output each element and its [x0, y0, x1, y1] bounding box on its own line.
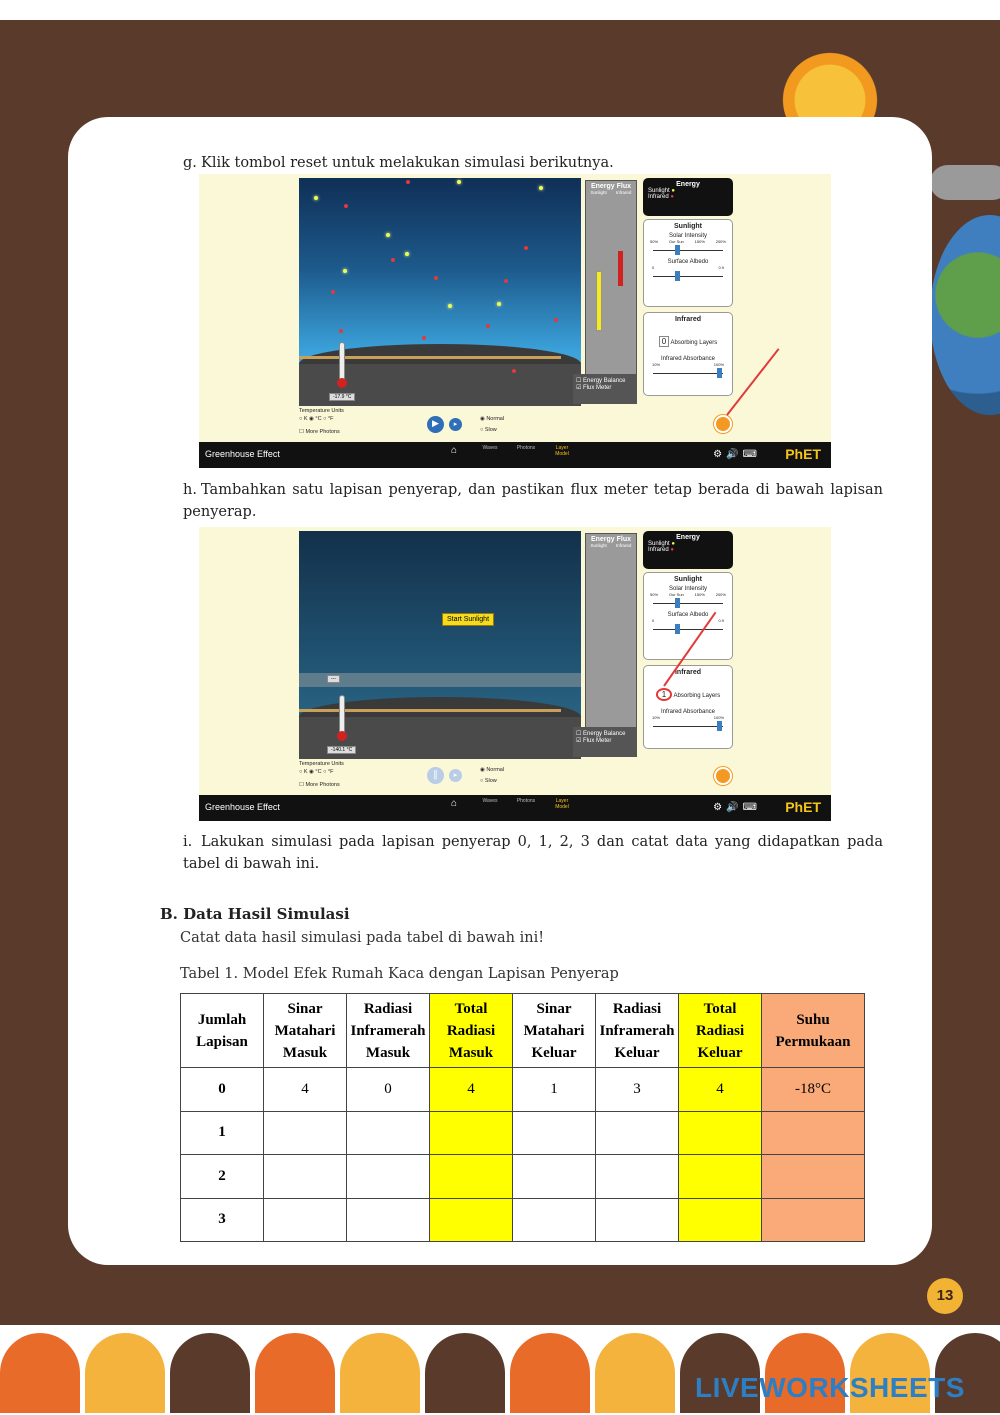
- energy-legend: Energy Sunlight ● Infrared ●: [643, 531, 733, 569]
- energy-legend-title: Energy: [676, 181, 700, 188]
- pause-button[interactable]: ‖: [427, 767, 444, 784]
- annotation-arrow: [726, 348, 779, 415]
- energy-balance-checkbox[interactable]: ☐ Energy Balance: [576, 378, 626, 384]
- surface-albedo-label: Surface Albedo: [667, 259, 709, 265]
- sunlight-panel-title: Sunlight: [674, 576, 702, 583]
- flux-sunlight-label: Sunlight: [590, 543, 607, 548]
- step-label: i.: [183, 834, 193, 850]
- sunlight-photon: [343, 269, 347, 273]
- cell-input[interactable]: 0: [347, 1068, 430, 1112]
- sunlight-control-panel: [643, 572, 733, 660]
- infrared-photon: [406, 180, 410, 184]
- header-sinar-matahari-keluar: Sinar Matahari Keluar: [513, 994, 596, 1068]
- solar-intensity-slider[interactable]: [653, 603, 723, 604]
- surface-albedo-label: Surface Albedo: [667, 612, 709, 618]
- play-button[interactable]: ▶: [427, 416, 444, 433]
- flux-infrared-label: Infrared: [615, 190, 632, 195]
- simulation-screenshot-2: [199, 527, 831, 821]
- speed-options[interactable]: ◉ Normal ○ Slow: [480, 767, 505, 784]
- cell-input[interactable]: [762, 1111, 865, 1155]
- cell-input[interactable]: [347, 1155, 430, 1199]
- section-heading: B. Data Hasil Simulasi: [160, 905, 350, 923]
- cell-input[interactable]: [430, 1155, 513, 1199]
- infrared-photon: [422, 336, 426, 340]
- more-photons-checkbox[interactable]: ☐ More Photons: [299, 429, 340, 435]
- infrared-control-panel: [643, 312, 733, 396]
- cell-input[interactable]: [264, 1198, 347, 1242]
- navigation-bar: [199, 442, 831, 468]
- reset-button[interactable]: [714, 415, 732, 433]
- absorbing-layers-label: Absorbing Layers: [670, 340, 718, 346]
- energy-flux-title: Energy Flux: [590, 536, 632, 543]
- app-title: Greenhouse Effect: [205, 449, 280, 459]
- infrared-flux-arrow: [618, 251, 623, 286]
- temperature-units-options[interactable]: ○ K ◉ °C ○ °F: [299, 416, 334, 422]
- header-total-radiasi-masuk: Total Radiasi Masuk: [430, 994, 513, 1068]
- flux-meter-checkbox[interactable]: ☑ Flux Meter: [576, 738, 612, 744]
- flux-meter-checkbox[interactable]: ☑ Flux Meter: [576, 385, 612, 391]
- step-forward-button[interactable]: ▸: [449, 418, 462, 431]
- cell-input[interactable]: 1: [513, 1068, 596, 1112]
- cell-input[interactable]: [264, 1111, 347, 1155]
- sunlight-photon: [539, 186, 543, 190]
- energy-flux-panel: [585, 533, 637, 743]
- cell-input[interactable]: [762, 1198, 865, 1242]
- infrared-absorbance-slider[interactable]: [653, 726, 723, 727]
- header-jumlah-lapisan: Jumlah Lapisan: [181, 994, 264, 1068]
- absorbing-layers-label: Absorbing Layers: [673, 693, 721, 699]
- header-sinar-matahari-masuk: Sinar Matahari Masuk: [264, 994, 347, 1068]
- tab-photons[interactable]: Photons: [516, 798, 536, 804]
- temperature-readout: -17.9 °C: [329, 393, 355, 401]
- cell-input[interactable]: [762, 1155, 865, 1199]
- cell-input[interactable]: [596, 1111, 679, 1155]
- speed-options[interactable]: ◉ Normal ○ Slow: [480, 416, 505, 433]
- phet-logo[interactable]: PhET: [785, 799, 821, 815]
- sunlight-photon: [314, 196, 318, 200]
- energy-flux-title: Energy Flux: [590, 183, 632, 190]
- cell-input[interactable]: [430, 1198, 513, 1242]
- cell-input[interactable]: [513, 1155, 596, 1199]
- legend-infrared-label: Infrared: [648, 547, 669, 553]
- cell-input[interactable]: [347, 1111, 430, 1155]
- step-i: [183, 831, 883, 875]
- solar-intensity-ticks: 50% Our Sun 150% 200%: [650, 239, 726, 244]
- cell-input[interactable]: [679, 1111, 762, 1155]
- infrared-absorbance-slider[interactable]: [653, 373, 723, 374]
- step-text: Tambahkan satu lapisan penyerap, dan pastikan flux meter tetap berada di bawah lapisan penyerap.: [183, 482, 883, 520]
- sunlight-photon: [405, 252, 409, 256]
- infrared-photon: [434, 276, 438, 280]
- cell-input[interactable]: 4: [264, 1068, 347, 1112]
- solar-intensity-slider[interactable]: [653, 250, 723, 251]
- sunlight-photon: [448, 304, 452, 308]
- tab-waves[interactable]: Waves: [482, 445, 498, 451]
- sunlight-flux-arrow: [596, 271, 602, 331]
- liveworksheets-logo[interactable]: LIVEWORKSHEETS: [695, 1372, 965, 1403]
- cell-layers: 3: [181, 1198, 264, 1242]
- absorbance-ticks: 10% 100%: [652, 362, 724, 367]
- layer-temperature-readout: ---: [327, 675, 340, 683]
- table-caption: Tabel 1. Model Efek Rumah Kaca dengan Lapisan Penyerap: [180, 966, 619, 982]
- thermometer: [339, 342, 345, 382]
- solar-intensity-ticks: 50% Our Sun 150% 200%: [650, 592, 726, 597]
- infrared-photon: [554, 318, 558, 322]
- cell-input[interactable]: [347, 1198, 430, 1242]
- cell-input[interactable]: [596, 1198, 679, 1242]
- step-label: g.: [183, 155, 197, 171]
- temperature-units-options[interactable]: ○ K ◉ °C ○ °F: [299, 769, 334, 775]
- cell-input[interactable]: [679, 1198, 762, 1242]
- surface-albedo-slider[interactable]: [653, 276, 723, 277]
- sunlight-photon: [497, 302, 501, 306]
- tab-waves[interactable]: Waves: [482, 798, 498, 804]
- settings-audio-icons[interactable]: ⚙🔊⌨: [713, 802, 761, 813]
- checkbox-group: [573, 374, 637, 404]
- albedo-ticks: 0 0.9: [652, 618, 724, 623]
- infrared-photon: [486, 324, 490, 328]
- cell-input[interactable]: [513, 1111, 596, 1155]
- infrared-panel-title: Infrared: [674, 316, 702, 323]
- flux-infrared-label: Infrared: [615, 543, 632, 548]
- legend-sunlight-label: Sunlight: [648, 188, 670, 194]
- cell-input[interactable]: [264, 1155, 347, 1199]
- solar-intensity-label: Solar Intensity: [668, 586, 708, 592]
- infrared-photon: [524, 246, 528, 250]
- infrared-photon: [512, 369, 516, 373]
- thermometer: [339, 695, 345, 735]
- energy-legend-title: Energy: [676, 534, 700, 541]
- albedo-ticks: 0 0.9: [652, 265, 724, 270]
- sunlight-panel-title: Sunlight: [674, 223, 702, 230]
- cell-input[interactable]: -18°C: [762, 1068, 865, 1112]
- cell-input[interactable]: [679, 1155, 762, 1199]
- phet-logo[interactable]: PhET: [785, 446, 821, 462]
- absorbing-layers-spinner[interactable]: 0: [659, 336, 669, 347]
- legend-infrared-label: Infrared: [648, 194, 669, 200]
- infrared-photon: [504, 279, 508, 283]
- cell-layers: 2: [181, 1155, 264, 1199]
- energy-balance-checkbox[interactable]: ☐ Energy Balance: [576, 731, 626, 737]
- cell-input[interactable]: 4: [679, 1068, 762, 1112]
- reset-button[interactable]: [714, 767, 732, 785]
- home-icon[interactable]: ⌂: [450, 445, 458, 456]
- page-number: 13: [927, 1278, 963, 1314]
- infrared-photon: [339, 329, 343, 333]
- cell-input[interactable]: 3: [596, 1068, 679, 1112]
- solar-intensity-label: Solar Intensity: [668, 233, 708, 239]
- home-icon[interactable]: ⌂: [450, 798, 458, 809]
- checkbox-group: [573, 727, 637, 757]
- infrared-photon: [391, 258, 395, 262]
- table-row: [181, 1155, 865, 1199]
- section-instruction: Catat data hasil simulasi pada tabel di bawah ini!: [180, 930, 545, 946]
- header-radiasi-inframerah-keluar: Radiasi Inframerah Keluar: [596, 994, 679, 1068]
- infrared-control-panel: [643, 665, 733, 749]
- start-sunlight-button[interactable]: Start Sunlight: [442, 613, 494, 626]
- infrared-absorbance-label: Infrared Absorbance: [660, 356, 716, 362]
- step-h: [183, 479, 883, 523]
- table-row: [181, 1198, 865, 1242]
- navigation-bar: [199, 795, 831, 821]
- cell-input[interactable]: [430, 1111, 513, 1155]
- temperature-units-label: Temperature Units: [299, 761, 344, 767]
- simulation-screenshot-1: [199, 174, 831, 468]
- energy-legend: Energy Sunlight ● Infrared ●: [643, 178, 733, 216]
- legend-sunlight-label: Sunlight: [648, 541, 670, 547]
- cell-input[interactable]: [596, 1155, 679, 1199]
- surface-albedo-slider[interactable]: [653, 629, 723, 630]
- app-title: Greenhouse Effect: [205, 802, 280, 812]
- step-g: [183, 152, 883, 174]
- step-forward-button[interactable]: ▸: [449, 769, 462, 782]
- step-text: Klik tombol reset untuk melakukan simulasi berikutnya.: [201, 155, 614, 171]
- cell-input[interactable]: 4: [430, 1068, 513, 1112]
- absorbing-layers-spinner[interactable]: 1: [656, 688, 672, 701]
- cell-layers: 0: [181, 1068, 264, 1112]
- table-row: [181, 1111, 865, 1155]
- data-table: [180, 993, 865, 1242]
- settings-audio-icons[interactable]: ⚙🔊⌨: [713, 449, 761, 460]
- cell-input[interactable]: [513, 1198, 596, 1242]
- cloud-illustration: [930, 165, 1000, 200]
- infrared-absorbance-label: Infrared Absorbance: [660, 709, 716, 715]
- temperature-units-label: Temperature Units: [299, 408, 344, 414]
- step-text: Lakukan simulasi pada lapisan penyerap 0, 1, 2, 3 dan catat data yang didapatkan pada tabel di bawah ini.: [183, 834, 883, 872]
- infrared-photon: [344, 204, 348, 208]
- tab-layer-model[interactable]: Layer Model: [555, 798, 569, 810]
- header-suhu-permukaan: Suhu Permukaan: [762, 994, 865, 1068]
- flux-sunlight-label: Sunlight: [590, 190, 607, 195]
- header-radiasi-inframerah-masuk: Radiasi Inframerah Masuk: [347, 994, 430, 1068]
- table-row: [181, 1068, 865, 1112]
- header-total-radiasi-keluar: Total Radiasi Keluar: [679, 994, 762, 1068]
- sunlight-photon: [457, 180, 461, 184]
- tab-photons[interactable]: Photons: [516, 445, 536, 451]
- infrared-photon: [331, 290, 335, 294]
- sunlight-control-panel: [643, 219, 733, 307]
- cell-layers: 1: [181, 1111, 264, 1155]
- tab-layer-model[interactable]: Layer Model: [555, 445, 569, 457]
- absorbing-layer: [299, 673, 581, 687]
- infrared-panel-title: Infrared: [674, 669, 702, 676]
- energy-flux-panel: [585, 180, 637, 390]
- more-photons-checkbox[interactable]: ☐ More Photons: [299, 782, 340, 788]
- temperature-readout: -140.1 °C: [327, 746, 356, 754]
- absorbance-ticks: 10% 100%: [652, 715, 724, 720]
- sunlight-photon: [386, 233, 390, 237]
- table-header-row: [181, 994, 865, 1068]
- step-label: h.: [183, 482, 197, 498]
